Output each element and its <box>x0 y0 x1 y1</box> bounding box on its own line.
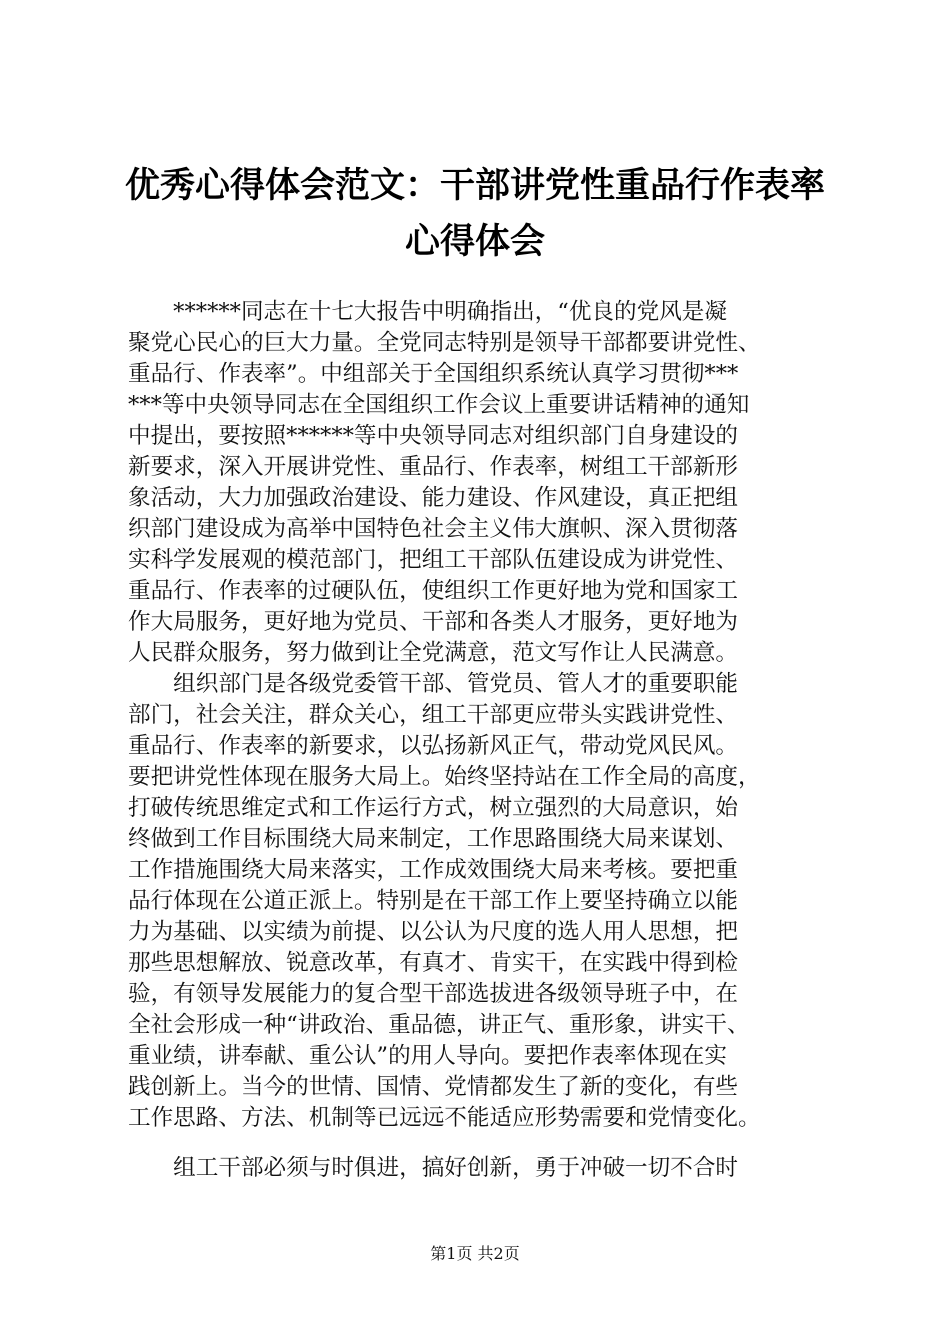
text-line: 那些思想解放、锐意改革，有真才、肯实干，在实践中得到检 <box>128 950 739 976</box>
text-line: 组工干部必须与时俱进，搞好创新，勇于冲破一切不合时 <box>128 1155 739 1181</box>
text-line: 打破传统思维定式和工作运行方式，树立强烈的大局意识，始 <box>128 795 739 821</box>
text-line: 象活动，大力加强政治建设、能力建设、作风建设，真正把组 <box>128 485 739 511</box>
text-line: 新要求，深入开展讲党性、重品行、作表率，树组工干部新形 <box>128 454 739 480</box>
text-line: 织部门建设成为高举中国特色社会主义伟大旗帜、深入贯彻落 <box>128 516 739 542</box>
text-line: 组织部门是各级党委管干部、管党员、管人才的重要职能 <box>128 671 739 697</box>
text-line: ***等中央领导同志在全国组织工作会议上重要讲话精神的通知 <box>128 392 750 418</box>
text-line: 中提出，要按照******等中央领导同志对组织部门自身建设的 <box>128 423 739 449</box>
document-title-line-1: 优秀心得体会范文：干部讲党性重品行作表率 <box>124 166 825 206</box>
document-title-line-2: 心得体会 <box>404 222 545 262</box>
text-line: 实科学发展观的模范部门，把组工干部队伍建设成为讲党性、 <box>128 547 739 573</box>
text-line: 品行体现在公道正派上。特别是在干部工作上要坚持确立以能 <box>128 888 739 914</box>
text-line: 人民群众服务，努力做到让全党满意，范文写作让人民满意。 <box>128 640 739 666</box>
text-line: 重业绩，讲奉献、重公认”的用人导向。要把作表率体现在实 <box>128 1043 727 1069</box>
text-line: 重品行、作表率”。中组部关于全国组织系统认真学习贯彻*** <box>128 361 739 387</box>
text-line: ******同志在十七大报告中明确指出，“优良的党风是凝 <box>128 299 727 325</box>
text-line: 作大局服务，更好地为党员、干部和各类人才服务，更好地为 <box>128 609 739 635</box>
text-line: 要把讲党性体现在服务大局上。始终坚持站在工作全局的高度， <box>128 764 761 790</box>
text-line: 验，有领导发展能力的复合型干部选拔进各级领导班子中，在 <box>128 981 739 1007</box>
text-line: 工作措施围绕大局来落实，工作成效围绕大局来考核。要把重 <box>128 857 739 883</box>
page-number-footer: 第1页 共2页 <box>430 1244 520 1263</box>
text-line: 重品行、作表率的过硬队伍，使组织工作更好地为党和国家工 <box>128 578 739 604</box>
text-line: 全社会形成一种“讲政治、重品德，讲正气、重形象，讲实干、 <box>128 1012 750 1038</box>
text-line: 力为基础、以实绩为前提、以公认为尺度的选人用人思想，把 <box>128 919 739 945</box>
text-line: 聚党心民心的巨大力量。全党同志特别是领导干部都要讲党性、 <box>128 330 761 356</box>
text-line: 部门，社会关注，群众关心，组工干部更应带头实践讲党性、 <box>128 702 739 728</box>
text-line: 重品行、作表率的新要求，以弘扬新风正气，带动党风民风。 <box>128 733 739 759</box>
text-line: 工作思路、方法、机制等已远远不能适应形势需要和党情变化。 <box>128 1105 761 1131</box>
text-line: 践创新上。当今的世情、国情、党情都发生了新的变化，有些 <box>128 1074 739 1100</box>
text-line: 终做到工作目标围绕大局来制定，工作思路围绕大局来谋划、 <box>128 826 739 852</box>
